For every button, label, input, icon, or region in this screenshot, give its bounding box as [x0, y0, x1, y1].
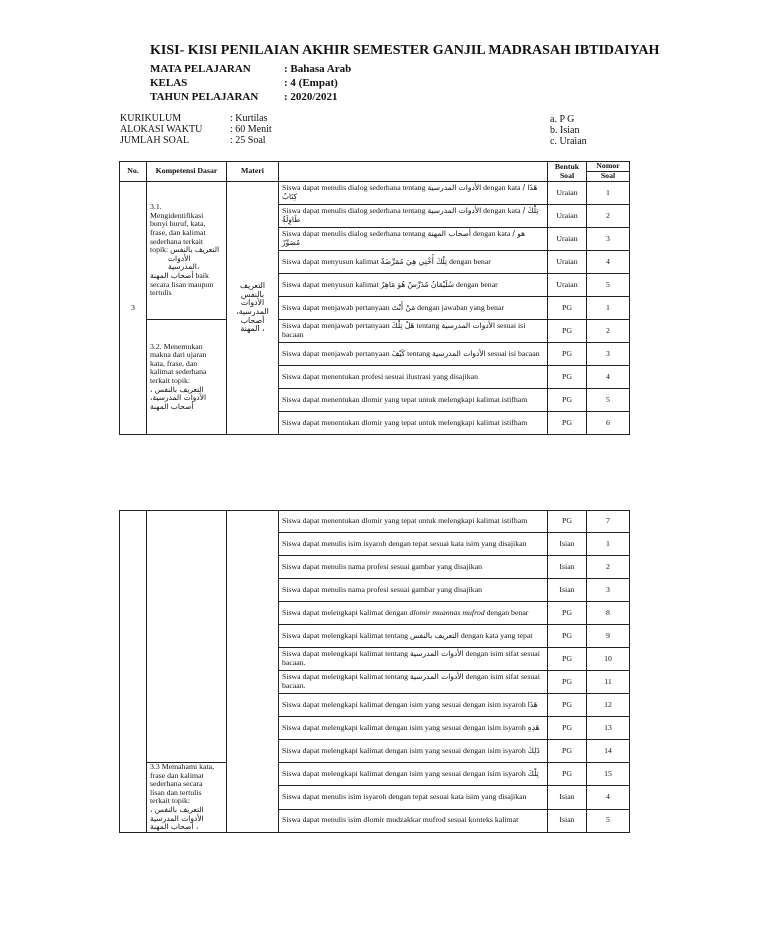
- indicator-cell: Siswa dapat melengkapi kalimat tentang التعريف بالنفس dengan kata yang tepat: [279, 625, 548, 648]
- col-header-nomor: Nomor: [587, 162, 630, 172]
- nomor-cell: 13: [587, 717, 630, 740]
- nomor-cell: 8: [587, 602, 630, 625]
- indicator-cell: Siswa dapat menulis isim isyaroh dengan tepat sesuai kata isim yang disajikan: [279, 786, 548, 809]
- bentuk-cell: PG: [548, 320, 587, 343]
- bentuk-cell: PG: [548, 740, 587, 763]
- grid-table-2: [119, 510, 630, 833]
- type-uraian: c. Uraian: [550, 136, 587, 147]
- no-cell-empty: [120, 511, 147, 833]
- nomor-cell: 7: [587, 511, 630, 533]
- indicator-cell: Siswa dapat menulis dialog sederhana tentang الأدوات المدرسية dengan kata تِلْكَ / طَاوِلَةٌ: [279, 205, 548, 228]
- col-header-bentuk: Bentuk Soal: [548, 162, 587, 182]
- nomor-cell: 4: [587, 251, 630, 274]
- nomor-cell: 4: [587, 366, 630, 389]
- header-row-subject: MATA PELAJARAN : Bahasa Arab: [150, 63, 352, 75]
- bentuk-cell: Isian: [548, 579, 587, 602]
- col-header-materi: Materi: [227, 162, 279, 182]
- bentuk-cell: Isian: [548, 786, 587, 809]
- nomor-cell: 12: [587, 694, 630, 717]
- nomor-cell: 14: [587, 740, 630, 763]
- nomor-cell: 1: [587, 182, 630, 205]
- nomor-cell: 11: [587, 671, 630, 694]
- nomor-cell: 2: [587, 556, 630, 579]
- col-header-kd: Kompetensi Dasar: [147, 162, 227, 182]
- indicator-cell: Siswa dapat melengkapi kalimat dengan isim yang sesuai dengan isim isyaroh تِلْكَ: [279, 763, 548, 786]
- row-number: 3: [120, 182, 147, 435]
- materi-cell: التعريف بالنفس الأدوات المدرسية، أصحاب المهنة ،: [227, 182, 279, 435]
- indicator-cell: Siswa dapat melengkapi kalimat dengan isim yang sesuai dengan isim isyaroh هَذَا: [279, 694, 548, 717]
- indicator-cell: Siswa dapat menjawab pertanyaan كَيْفَ tentang الأدوات المدرسية sesuai isi bacaan: [279, 343, 548, 366]
- indicator-cell: Siswa dapat melengkapi kalimat tentang الأدوات المدرسية dengan isim sifat sesuai bacaan.: [279, 648, 548, 671]
- indicator-cell: Siswa dapat menyusun kalimat تِلْكَ أُخْتِي هِيَ مُمَرِّضَةٌ dengan benar: [279, 251, 548, 274]
- nomor-cell: 4: [587, 786, 630, 809]
- indicator-cell: Siswa dapat menentukan profesi sesuai ilustrasi yang disajikan: [279, 366, 548, 389]
- nomor-cell: 3: [587, 228, 630, 251]
- document-header: [150, 43, 659, 104]
- bentuk-cell: PG: [548, 694, 587, 717]
- col-header-no: No.: [120, 162, 147, 182]
- bentuk-cell: PG: [548, 671, 587, 694]
- col-header-soal: Soal: [587, 172, 630, 182]
- info-row-count: JUMLAH SOAL : 25 Soal: [120, 135, 266, 146]
- indicator-cell: Siswa dapat melengkapi kalimat dengan isim yang sesuai dengan isim isyaroh هَذِهِ: [279, 717, 548, 740]
- indicator-cell: Siswa dapat melengkapi kalimat dengan isim yang sesuai dengan isim isyaroh ذَلِكَ: [279, 740, 548, 763]
- indicator-cell: Siswa dapat menjawab pertanyaan مَنْ أَنْتَ dengan jawaban yang benar: [279, 297, 548, 320]
- nomor-cell: 5: [587, 389, 630, 412]
- kd-3-2: 3.2. Menemukan makna dari ujaran kata, frase, dan kalimat sederhana terkait topik: التعريف بالنفس ، الأدوات المدرسية، أصحاب المهنة: [147, 320, 227, 435]
- type-isian: b. Isian: [550, 125, 580, 136]
- nomor-cell: 2: [587, 320, 630, 343]
- header-row-class: KELAS : 4 (Empat): [150, 77, 338, 89]
- bentuk-cell: PG: [548, 366, 587, 389]
- indicator-cell: Siswa dapat menentukan dlomir yang tepat untuk melengkapi kalimat istifham: [279, 511, 548, 533]
- nomor-cell: 2: [587, 205, 630, 228]
- kd-cell-empty: [147, 511, 227, 763]
- indicator-cell: Siswa dapat menulis nama profesi sesuai gambar yang disajikan: [279, 579, 548, 602]
- grid-table-1: [119, 161, 630, 435]
- kd-3-1: 3.1. Mengidentifikasi bunyi huruf, kata, frase, dan kalimat sederhana terkait topik: التعريف بالنفس الأدوات المدرسية، أصحاب المهنة baik secara lisan maupun tertulis: [147, 182, 227, 320]
- nomor-cell: 9: [587, 625, 630, 648]
- bentuk-cell: Isian: [548, 533, 587, 556]
- bentuk-cell: PG: [548, 763, 587, 786]
- bentuk-cell: Uraian: [548, 205, 587, 228]
- indicator-cell: Siswa dapat menulis isim isyaroh dengan tepat sesuai kata isim yang disajikan: [279, 533, 548, 556]
- bentuk-cell: PG: [548, 412, 587, 435]
- nomor-cell: 5: [587, 274, 630, 297]
- bentuk-cell: PG: [548, 297, 587, 320]
- nomor-cell: 3: [587, 579, 630, 602]
- info-row-curriculum: KURIKULUM : Kurtilas: [120, 113, 268, 124]
- indicator-cell: Siswa dapat menulis dialog sederhana tentang الأدوات المدرسية dengan kata هَذَا / كِتَابٌ: [279, 182, 548, 205]
- bentuk-cell: PG: [548, 625, 587, 648]
- indicator-cell: Siswa dapat menulis isim dlomir mudzakkar mufrod sesuai konteks kalimat: [279, 809, 548, 832]
- type-pg: a. P G: [550, 114, 575, 125]
- bentuk-cell: Uraian: [548, 228, 587, 251]
- indicator-cell: Siswa dapat menulis nama profesi sesuai gambar yang disajikan: [279, 556, 548, 579]
- indicator-cell: Siswa dapat menjawab pertanyaan هَلْ تِلْكَ tentang الأدوات المدرسية sesuai isi bacaan: [279, 320, 548, 343]
- header-row-year: TAHUN PELAJARAN : 2020/2021: [150, 91, 338, 103]
- bentuk-cell: PG: [548, 602, 587, 625]
- indicator-cell: Siswa dapat menulis dialog sederhana tentang أصحاب المهنة dengan kata هو / مُصَوِّرٌ: [279, 228, 548, 251]
- bentuk-cell: PG: [548, 648, 587, 671]
- indicator-cell: Siswa dapat melengkapi kalimat tentang الأدوات المدرسية dengan isim sifat sesuai bacaan.: [279, 671, 548, 694]
- info-row-time: ALOKASI WAKTU : 60 Menit: [120, 124, 272, 135]
- bentuk-cell: PG: [548, 343, 587, 366]
- bentuk-cell: PG: [548, 511, 587, 533]
- question-types: [550, 114, 587, 147]
- exam-info: [120, 113, 272, 146]
- bentuk-cell: Isian: [548, 809, 587, 832]
- materi-cell-empty: [227, 511, 279, 833]
- bentuk-cell: PG: [548, 717, 587, 740]
- col-header-indicator: [279, 162, 548, 182]
- indicator-cell: Siswa dapat menentukan dlomir yang tepat untuk melengkapi kalimat istifham: [279, 412, 548, 435]
- nomor-cell: 5: [587, 809, 630, 832]
- kd-3-3: 3.3 Memahami kata, frase dan kalimat sederhana secara lisan dan tertulis terkait topik: التعريف بالنفس ، الأدوات المدرسية أصحاب المهنة ،: [147, 763, 227, 833]
- nomor-cell: 1: [587, 297, 630, 320]
- bentuk-cell: Uraian: [548, 251, 587, 274]
- bentuk-cell: PG: [548, 389, 587, 412]
- nomor-cell: 10: [587, 648, 630, 671]
- nomor-cell: 3: [587, 343, 630, 366]
- indicator-cell: Siswa dapat melengkapi kalimat dengan dlomir muannas mufrod dengan benar: [279, 602, 548, 625]
- document-title: KISI- KISI PENILAIAN AKHIR SEMESTER GANJIL MADRASAH IBTIDAIYAH: [150, 43, 660, 58]
- indicator-cell: Siswa dapat menentukan dlomir yang tepat untuk melengkapi kalimat istifham: [279, 389, 548, 412]
- bentuk-cell: Uraian: [548, 274, 587, 297]
- indicator-cell: Siswa dapat menyusun kalimat سُلَيْمَانُ مُدَرِّسٌ هُوَ مَاهِرٌ dengan benar: [279, 274, 548, 297]
- nomor-cell: 6: [587, 412, 630, 435]
- nomor-cell: 1: [587, 533, 630, 556]
- bentuk-cell: Isian: [548, 556, 587, 579]
- bentuk-cell: Uraian: [548, 182, 587, 205]
- nomor-cell: 15: [587, 763, 630, 786]
